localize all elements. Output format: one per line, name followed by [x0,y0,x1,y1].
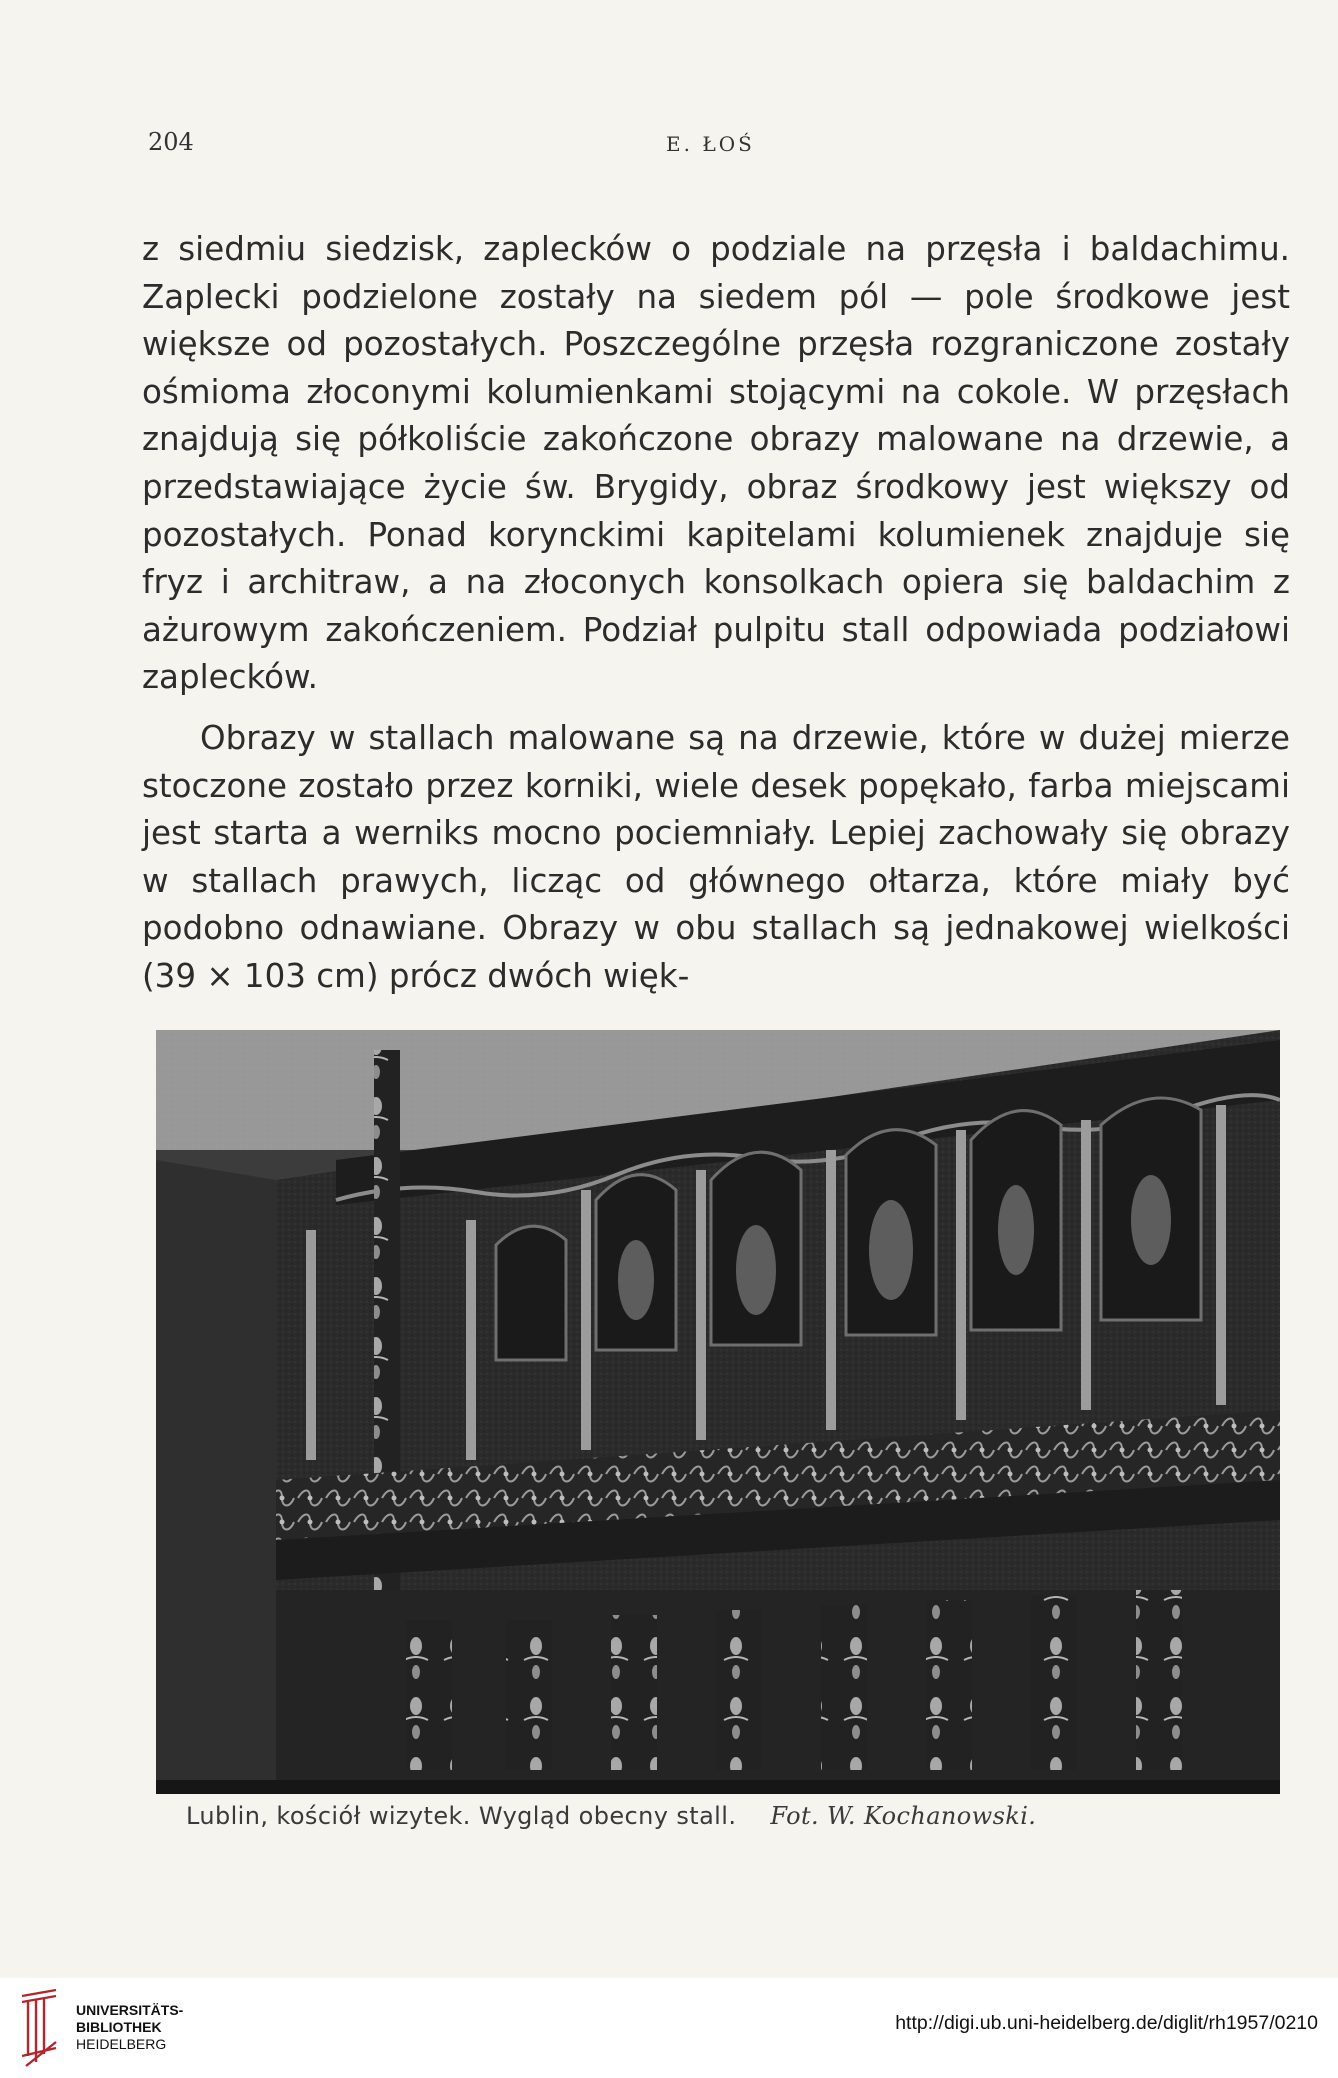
library-name [76,2002,183,2053]
photo-credit: Fot. W. Kochanowski. [770,1802,1037,1830]
page-number: 204 [148,128,194,156]
page-header [148,128,1288,168]
library-logo-icon [16,1986,62,2070]
library-name-line: HEIDELBERG [76,2036,167,2052]
library-name-line: BIBLIOTHEK [76,2019,162,2035]
caption-text: Lublin, kościół wizytek. Wygląd obecny stall. [186,1802,737,1830]
running-head: E. ŁOŚ [666,132,755,156]
church-stalls-photograph [156,1030,1280,1794]
footer [0,1978,1338,2078]
library-name-line: UNIVERSITÄTS- [76,2002,184,2018]
figure-caption [186,1802,1036,1830]
paragraph: z siedmiu siedzisk, zaplecków o podziale na przęsła i baldachimu. Zaplecki podzielone zostały na siedem pól — pole środkowe jest większe od pozostałych. Poszczególne przęsła rozgraniczone zostały ośmioma złoconymi kolumienkami stojącymi na cokole. W przęsłach znajdują się półkoliście zakończone obrazy malowane na drzewie, a przedstawiające życie św. Brygidy, obraz środkowy jest większy od pozostałych. Ponad korynckimi kapitelami kolumienek znajduje się fryz i architraw, a na złoconych konsolkach opiera się baldachim z ażurowym zakończeniem. Podział pulpitu stall odpowiada podziałowi zaplecków. [142,230,1290,697]
source-url-link[interactable]: http://digi.ub.uni-heidelberg.de/diglit/rh1957/0210 [895,2012,1318,2034]
paragraph: Obrazy w stallach malowane są na drzewie, które w dużej mierze stoczone zostało przez korniki, wiele desek popękało, farba miejscami jest starta a werniks mocno pociemniały. Lepiej zachowały się obrazy w stallach prawych, licząc od głównego ołtarza, które miały być podobno odnawiane. Obrazy w obu stallach są jednakowej wielkości (39 × 103 cm) prócz dwóch więk- [142,718,1290,995]
body-text [142,226,1290,1001]
